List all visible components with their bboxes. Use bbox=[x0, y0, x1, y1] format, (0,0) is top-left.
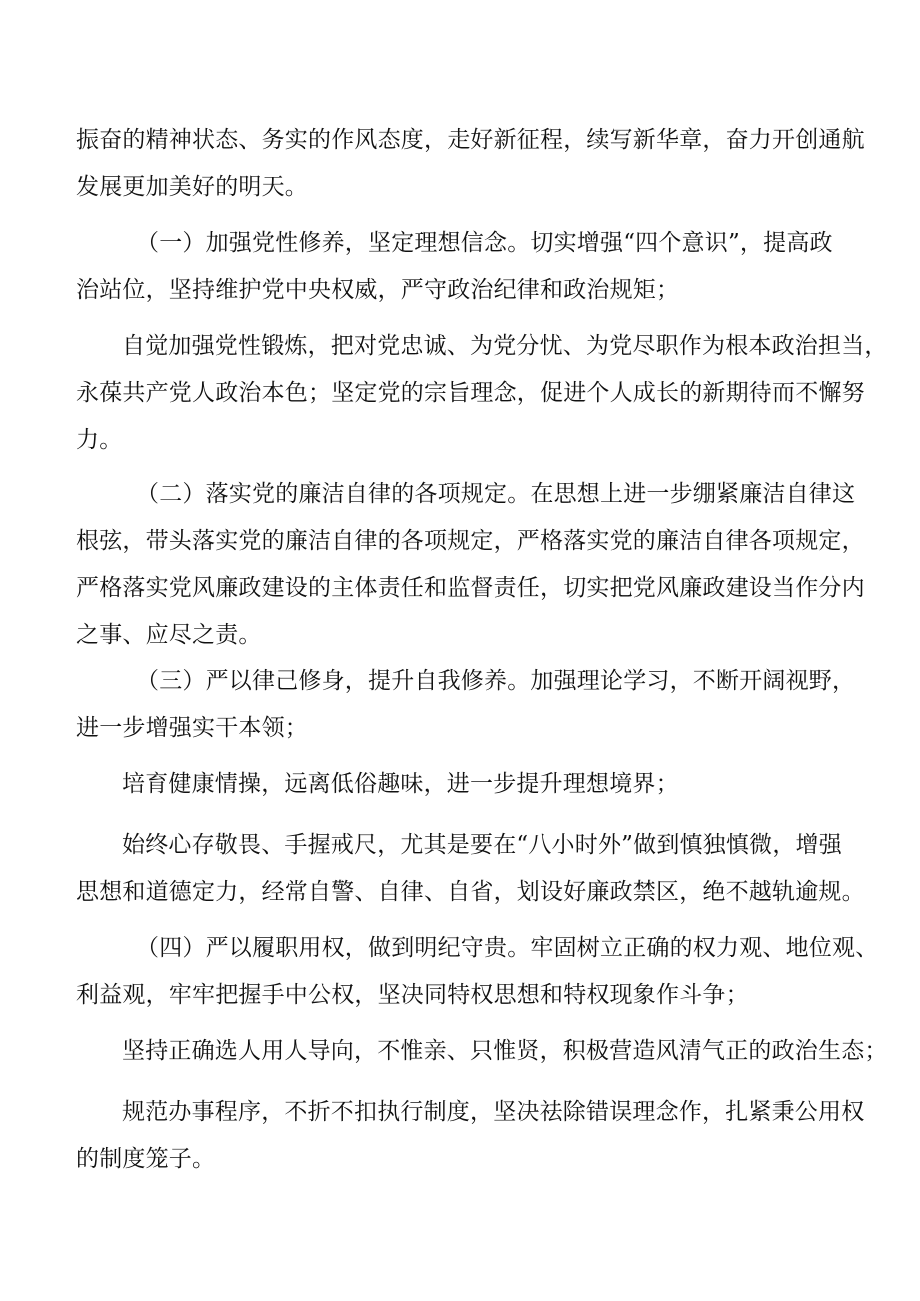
paragraph-section-3 bbox=[76, 658, 866, 752]
text-line: 坚持正确选人用人导向，不惟亲、只惟贤，积极营造风清气正的政治生态； bbox=[122, 1038, 888, 1064]
paragraph-section-3-detail-b bbox=[76, 822, 866, 916]
text-line: 力。 bbox=[76, 427, 123, 453]
text-line: 严格落实党风廉政建设的主体责任和监督责任，切实把党风廉政建设当作分内 bbox=[76, 575, 865, 601]
text-line: 规范办事程序，不折不扣执行制度，坚决祛除错误理念作，扎紧秉公用权 bbox=[122, 1099, 865, 1125]
paragraph-section-3-detail-a bbox=[76, 761, 866, 808]
text-line: 自觉加强党性锻炼，把对党忠诚、为党分忧、为党尽职作为根本政治担当， bbox=[122, 333, 888, 359]
text-line: （一）加强党性修养，坚定理想信念。切实增强“四个意识”，提高政 bbox=[136, 230, 833, 256]
text-line: 之事、应尽之责。 bbox=[76, 622, 262, 648]
text-line: 振奋的精神状态、务实的作风态度，走好新征程，续写新华章，奋力开创通航 bbox=[76, 127, 865, 153]
paragraph-section-2 bbox=[76, 471, 866, 659]
text-line: 利益观，牢牢把握手中公权，坚决同特权思想和特权现象作斗争； bbox=[76, 982, 749, 1008]
text-line: 永葆共产党人政治本色；坚定党的宗旨理念，促进个人成长的新期待而不懈努 bbox=[76, 380, 865, 406]
text-line: 进一步增强实干本领； bbox=[76, 715, 308, 741]
paragraph-section-4 bbox=[76, 925, 879, 1019]
paragraph-section-4-detail-b bbox=[76, 1089, 866, 1183]
text-line: 思想和道德定力，经常自警、自律、自省，划设好廉政禁区，绝不越轨逾规。 bbox=[76, 879, 865, 905]
paragraph-closing-intro bbox=[76, 117, 866, 211]
text-line: 根弦，带头落实党的廉洁自律的各项规定，严格落实党的廉洁自律各项规定， bbox=[76, 528, 865, 554]
text-line: 的制度笼子。 bbox=[76, 1146, 216, 1172]
paragraph-section-4-detail-a bbox=[76, 1028, 888, 1075]
text-line: （三）严以律己修身，提升自我修养。加强理论学习，不断开阔视野， bbox=[136, 668, 856, 694]
text-line: 始终心存敬畏、手握戒尺，尤其是要在“八小时外”做到慎独慎微，增强 bbox=[122, 832, 842, 858]
text-line: 治站位，坚持维护党中央权威，严守政治纪律和政治规矩； bbox=[76, 277, 680, 303]
paragraph-section-1 bbox=[76, 220, 866, 314]
paragraph-section-1-detail bbox=[76, 323, 888, 464]
text-line: （二）落实党的廉洁自律的各项规定。在思想上进一步绷紧廉洁自律这 bbox=[136, 481, 856, 507]
text-line: 发展更加美好的明天。 bbox=[76, 174, 308, 200]
text-line: 培育健康情操，远离低俗趣味，进一步提升理想境界； bbox=[122, 771, 679, 797]
text-line: （四）严以履职用权，做到明纪守贵。牢固树立正确的权力观、地位观、 bbox=[136, 935, 879, 961]
